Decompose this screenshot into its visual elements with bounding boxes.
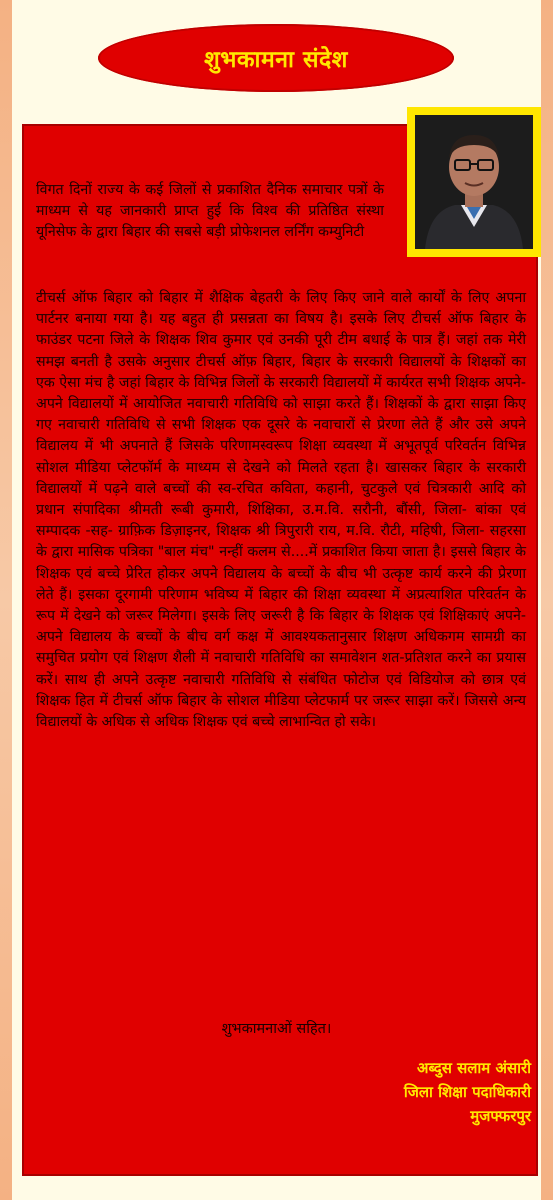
- message-body: टीचर्स ऑफ बिहार को बिहार में शैक्षिक बेहतरी के लिए किए जाने वाले कार्यों के लिए अपना पार्टनर बनाया गया है। यह बहुत ही प्रसन्नता का विषय है। इसके लिए टीचर्स ऑफ बिहार के फाउंडर पटना जिले के शिक्षक शिव कुमार एवं उनकी पूरी टीम बधाई के पात्र हैं। जहां तक मेरी समझ बनती है उसके अनुसार टीचर्स ऑफ़ बिहार, बिहार के सरकारी विद्यालयों के शिक्षकों का एक ऐसा मंच है जहां बिहार के विभिन्न जिलों के सरकारी विद्यालयों में कार्यरत सभी शिक्षक अपने-अपने विद्यालयों में आयोजित नवाचारी गतिविधि को साझा करते हैं। शिक्षकों के द्वारा साझा किए गए नवाचारी गतिविधि से सभी शिक्षक एक दूसरे के नवाचारों से प्रेरणा लेते हैं और उसे अपने विद्यालय में भी अपनाते हैं जिसके परिणामस्वरूप शिक्षा व्यवस्था में अभूतपूर्व परिवर्तन विभिन्न सोशल मीडिया प्लेटफॉर्म के माध्यम से देखने को मिलते रहता है। खासकर बिहार के सरकारी विद्यालयों में पढ़ने वाले बच्चों की स्व-रचित कविता, कहानी, चुटकुले एवं चित्रकारी आदि को प्रधान संपादिका श्रीमती रूबी कुमारी, शिक्षिका, उ.म.वि. सरौनी, बौंसी, जिला- बांका एवं सम्पादक -सह- ग्राफ़िक डिज़ाइनर, शिक्षक श्री त्रिपुरारी राय, म.वि. रौटी, महिषी, जिला- सहरसा के द्वारा मासिक पत्रिका "बाल मंच" नन्हीं कलम से....में प्रकाशित किया जाता है। इससे बिहार के शिक्षक एवं बच्चे प्रेरित होकर अपने विद्यालय के बच्चों के बीच भी उत्कृष्ट कार्य करने की प्रेरणा लेते हैं। इसका दूरगामी परिणाम भविष्य में बिहार की शिक्षा व्यवस्था में अप्रत्याशित परिवर्तन के रूप में देखने को जरूर मिलेगा। इसके लिए जरूरी है कि बिहार के शिक्षक एवं शिक्षिकाएं अपने-अपने विद्यालय के बच्चों के बीच वर्ग कक्ष में आवश्यकतानुसार शिक्षण अधिकगम सामग्री का समुचित प्रयोग एवं शिक्षण शैली में नवाचारी गतिविधि का समावेशन शत-प्रतिशत करने का प्रयास करें। साथ ही अपने उत्कृष्ट नवाचारी गतिविधि से संबंधित फोटोज एवं विडियोज को छात्र एवं शिक्षक हित में टीचर्स ऑफ बिहार के सोशल मीडिया प्लेटफार्म पर जरूर साझा करें। जिससे अन्य विद्यालयों के अधिक से अधिक शिक्षक एवं बच्चे लाभान्वित हो सके।: [36, 290, 526, 731]
- page-title: शुभकामना संदेश: [204, 47, 348, 73]
- closing-line: शुभकामनाओं सहित।: [221, 1021, 332, 1037]
- portrait-illustration: [415, 115, 533, 249]
- signatory-place: मुजफ्फरपुर: [470, 1107, 531, 1125]
- portrait-photo: [415, 115, 533, 249]
- title-banner: [98, 24, 454, 92]
- photo-frame: [407, 107, 541, 257]
- signatory-designation: जिला शिक्षा पदाधिकारी: [403, 1083, 531, 1101]
- signatory-name: अब्दुस सलाम अंसारी: [417, 1059, 531, 1077]
- intro-paragraph: विगत दिनों राज्य के कई जिलों से प्रकाशित दैनिक समाचार पत्रों के माध्यम से यह जानकारी प्राप्त हुई कि विश्व की प्रतिष्ठित संस्था यूनिसेफ के द्वारा बिहार की सबसे बड़ी प्रोफेशनल लर्निंग कम्युनिटी: [36, 182, 384, 240]
